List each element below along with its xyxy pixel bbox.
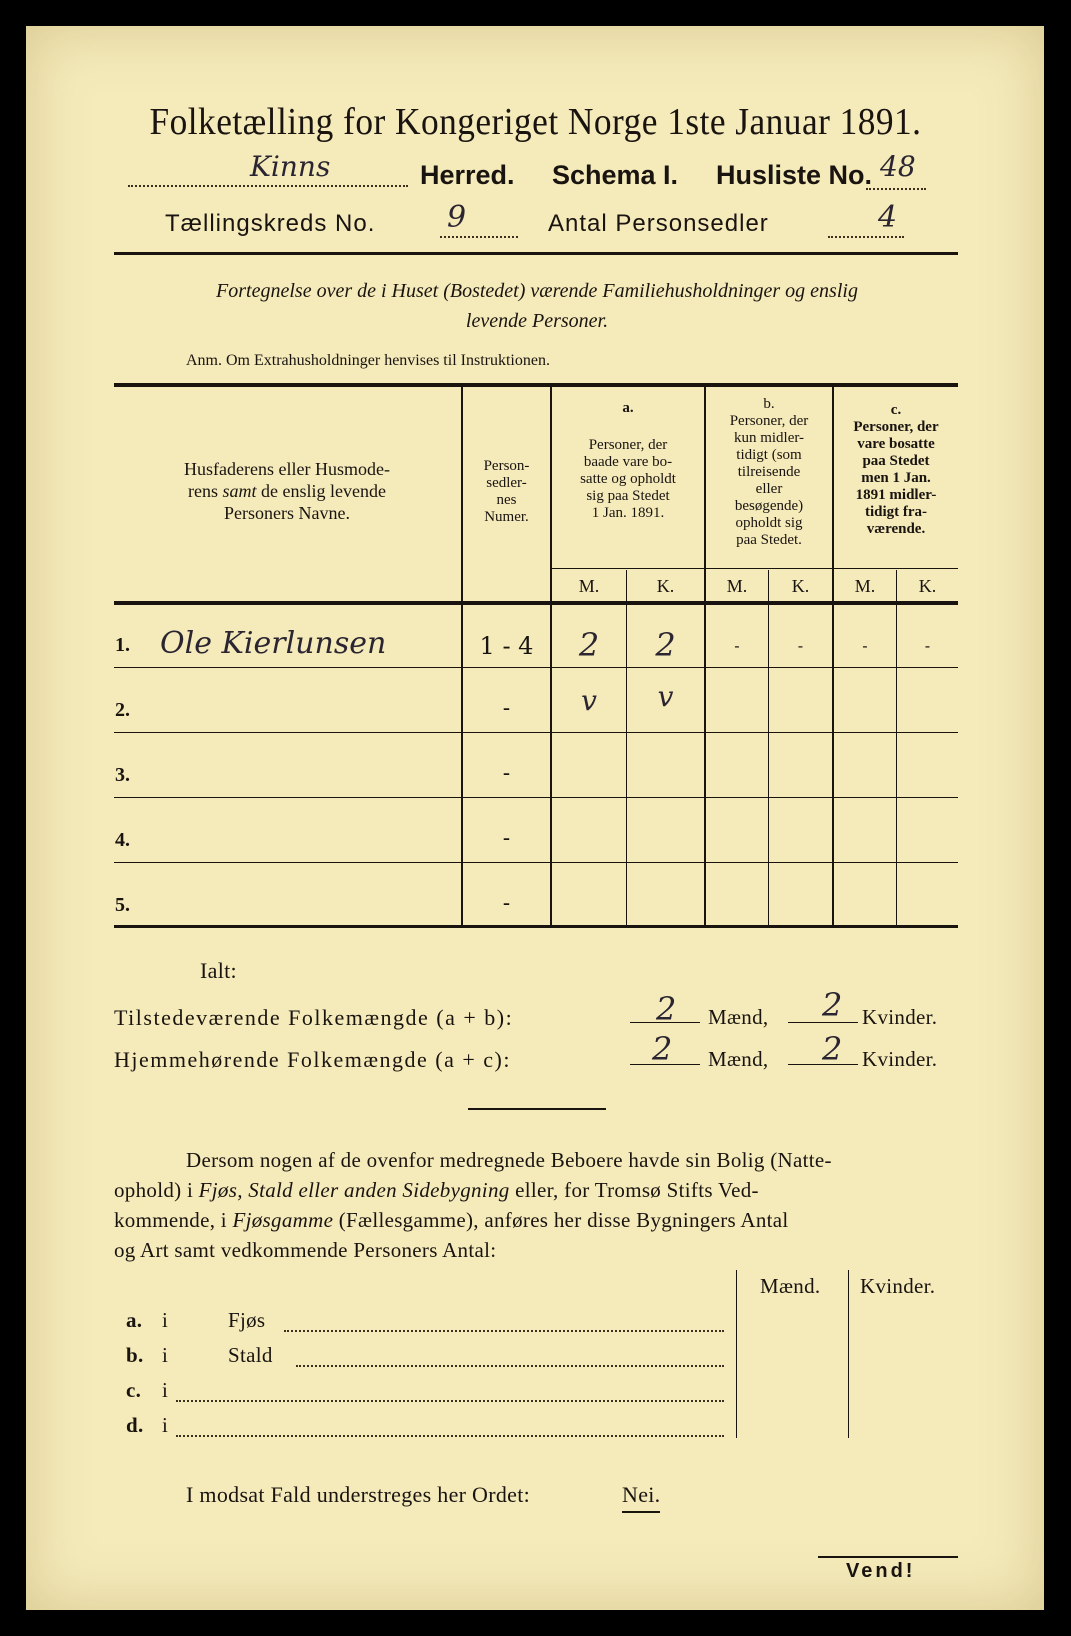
census-form-paper (26, 26, 1044, 1610)
bolig-line3: kommende, i Fjøsgamme (Fællesgamme), anføres her disse Bygningers Antal (114, 1208, 789, 1232)
bolig-vline-1 (736, 1270, 737, 1438)
a-m-label: M. (578, 576, 600, 596)
antal-label: Antal Personsedler (548, 210, 769, 237)
hjemme-k-value: 2 (822, 1030, 843, 1068)
row-1-number: 1. (115, 634, 130, 656)
husliste-label: Husliste No. (716, 160, 873, 190)
bolig-item-b-dots (296, 1363, 724, 1367)
bolig-item-c-dots (176, 1398, 724, 1402)
row-line-3 (114, 797, 958, 798)
vend-text: Vend! (846, 1560, 916, 1582)
bolig-item-d-i: i (162, 1413, 169, 1437)
row-1-name: Ole Kierlunsen (160, 626, 387, 661)
hjemme-kvinder: Kvinder. (862, 1047, 938, 1071)
col-num-header: Person- sedler- nes Numer. (483, 458, 530, 525)
antal-dotline (828, 234, 904, 238)
row-1-b-m: - (734, 636, 740, 655)
nei-word: Nei. (622, 1482, 660, 1513)
row-2-num: - (502, 696, 511, 721)
bolig-item-b-i: i (162, 1343, 169, 1367)
row-1-a-m: 2 (578, 626, 600, 664)
form-title: Folketælling for Kongeriget Norge 1ste Januar 1891. (149, 101, 922, 143)
antal-value: 4 (878, 200, 898, 235)
bolig-vline-2 (848, 1270, 849, 1438)
b-m-label: M. (726, 576, 748, 596)
row-4-num: - (502, 826, 511, 851)
kreds-number: 9 (447, 200, 467, 235)
row-3-num: - (502, 761, 511, 786)
row-1-b-k: - (797, 636, 804, 655)
anm-note: Anm. Om Extrahusholdninger henvises til Instruktionen. (186, 352, 550, 369)
tilstede-kvinder: Kvinder. (862, 1005, 938, 1029)
bolig-item-a-label: Fjøs (228, 1308, 266, 1332)
b-k-label: K. (791, 576, 810, 596)
bolig-item-b-label: Stald (228, 1343, 273, 1367)
short-divider (468, 1108, 606, 1110)
row-2-number: 2. (115, 699, 130, 721)
row-1-num: 1 - 4 (479, 632, 534, 660)
bolig-col-maend: Mænd. (760, 1274, 821, 1298)
bolig-line4: og Art samt vedkommende Personers Antal: (114, 1238, 497, 1262)
vline-a-mk (626, 570, 627, 925)
bolig-col-kvinder: Kvinder. (860, 1274, 936, 1298)
herred-name: Kinns (250, 150, 331, 183)
row-4-number: 4. (115, 829, 130, 851)
table-bottom-rule (114, 925, 958, 928)
modsat-text: I modsat Fald understreges her Ordet: (186, 1482, 531, 1507)
row-1-c-k: - (924, 636, 931, 655)
hjemme-label: Hjemmehørende Folkemængde (a + c): (114, 1047, 511, 1072)
row-2-a-m: v (581, 684, 597, 717)
col-b-header: b. Personer, der kun midler- tidigt (som tilreisende eller besøgende) opholdt sig paa Stedet. (729, 396, 809, 548)
row-1-c-m: - (862, 636, 868, 655)
intro-line1: Fortegnelse over de i Huset (Bostedet) værende Familiehusholdninger og enslig (216, 280, 858, 302)
hjemme-maend: Mænd, (708, 1047, 769, 1071)
ialt-label: Ialt: (200, 958, 237, 983)
husliste-number: 48 (880, 150, 916, 183)
kreds-label: Tællingskreds No. (165, 210, 376, 237)
kreds-dotline (440, 234, 518, 238)
bolig-item-a-dots (284, 1328, 724, 1332)
herred-dotline (128, 183, 408, 187)
c-k-label: K. (918, 576, 937, 596)
bolig-item-a-i: i (162, 1308, 169, 1332)
tilstede-label: Tilstedeværende Folkemængde (a + b): (114, 1005, 514, 1030)
bolig-item-d-dots (176, 1433, 724, 1437)
vend-rule (818, 1556, 958, 1558)
col-c-header: c. Personer, der vare bosatte paa Stedet men 1 Jan. 1891 midler- tidigt fra- værende. (853, 402, 939, 537)
bolig-item-a-letter: a. (126, 1308, 143, 1332)
row-line-4 (114, 862, 958, 863)
bolig-item-c-i: i (162, 1378, 169, 1402)
bolig-item-c-letter: c. (126, 1378, 142, 1402)
herred-label: Herred. (420, 160, 515, 190)
tilstede-k-value: 2 (822, 986, 843, 1024)
col-a-header: a. Personer, der baade vare bo- satte og opholdt sig paa Stedet 1 Jan. 1891. (580, 400, 676, 521)
row-5-num: - (502, 891, 511, 916)
bolig-line1: Dersom nogen af de ovenfor medregnede Beboere havde sin Bolig (Natte- (186, 1148, 832, 1172)
husliste-dotline (866, 186, 926, 190)
row-5-number: 5. (115, 894, 130, 916)
intro-line2: levende Personer. (465, 310, 609, 332)
c-m-label: M. (854, 576, 876, 596)
vline-b-mk (768, 570, 769, 925)
bolig-item-d-letter: d. (126, 1413, 144, 1437)
bolig-item-b-letter: b. (126, 1343, 144, 1367)
vline-c-mk (896, 570, 897, 925)
col-names-header: Husfaderens eller Husmode- rens samt de enslig levende Personers Navne. (184, 459, 390, 523)
tilstede-maend: Mænd, (708, 1005, 769, 1029)
row-1-a-k: 2 (655, 626, 676, 664)
row-line-2 (114, 732, 958, 733)
a-k-label: K. (656, 576, 675, 596)
row-2-a-k: v (657, 680, 674, 713)
header-rule (114, 252, 958, 255)
hjemme-m-value: 2 (652, 1030, 673, 1068)
row-line-1 (114, 667, 958, 668)
tilstede-m-value: 2 (656, 990, 677, 1028)
row-3-number: 3. (115, 764, 130, 786)
mk-divider (552, 568, 958, 569)
bolig-line2: ophold) i Fjøs, Stald eller anden Sidebygning eller, for Tromsø Stifts Ved- (114, 1178, 759, 1202)
schema-label: Schema I. (552, 160, 679, 190)
